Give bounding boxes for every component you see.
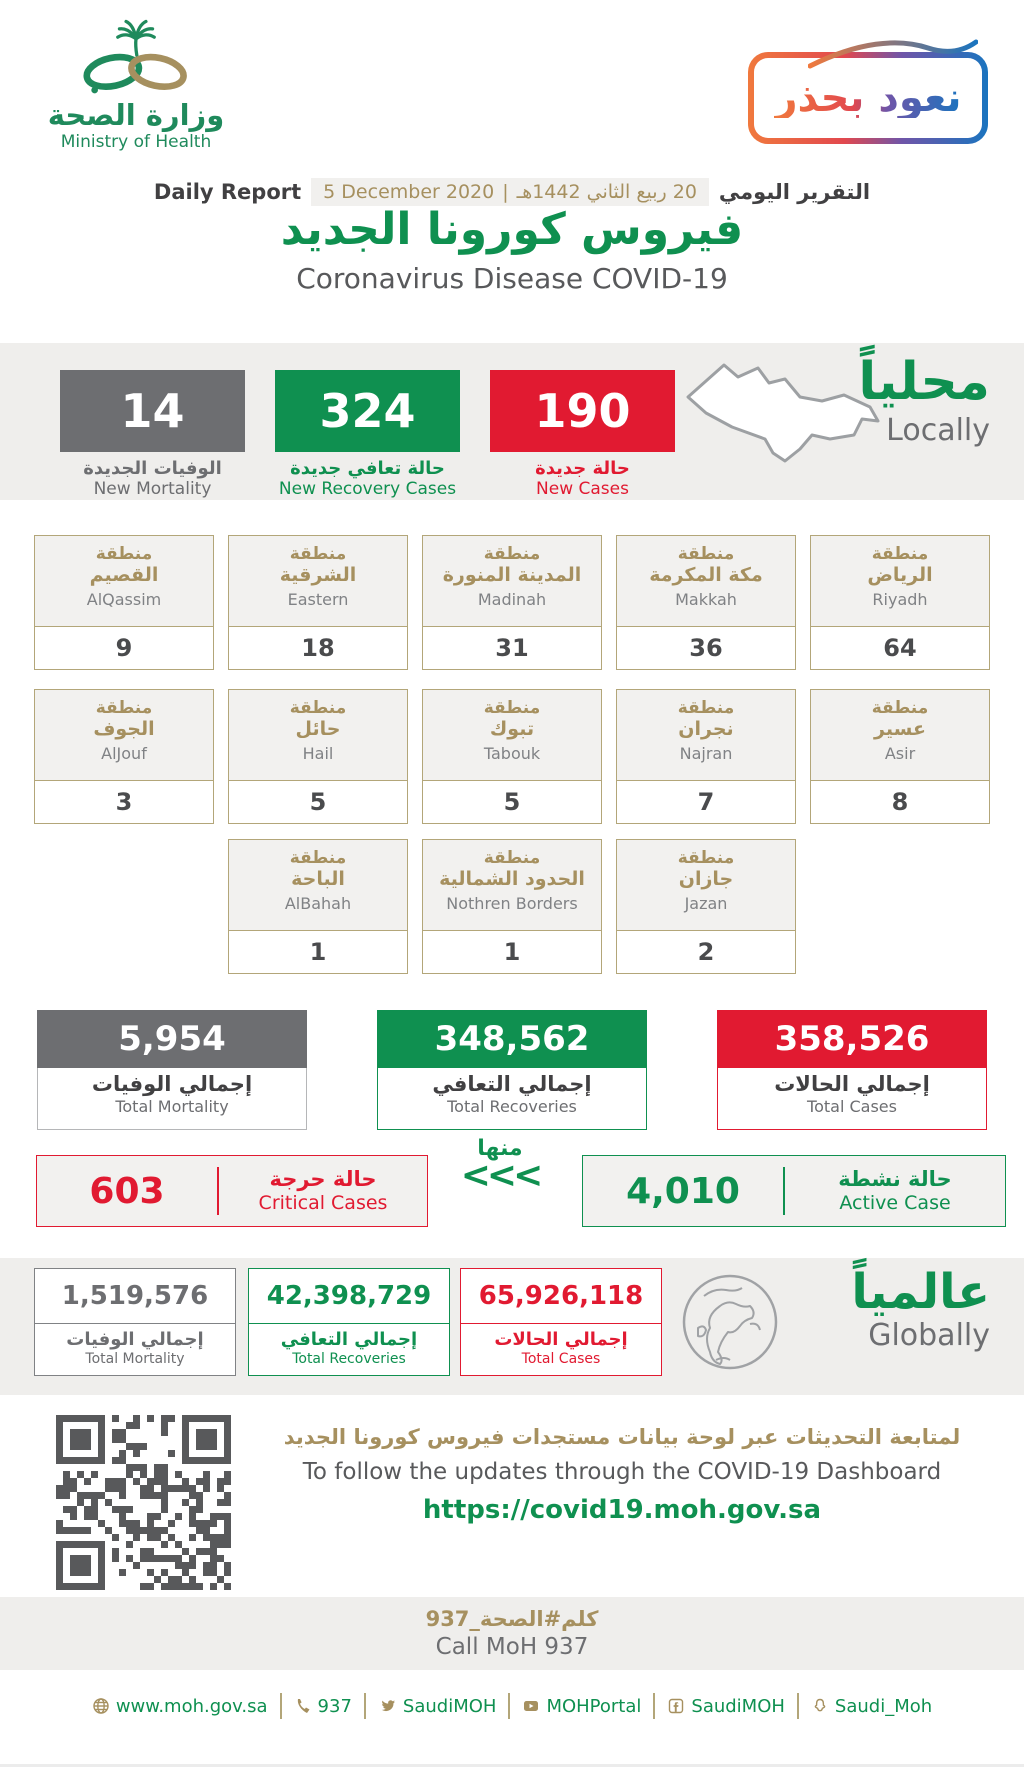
region-prefix: منطقة — [483, 848, 541, 868]
locally-section — [0, 343, 1024, 500]
region-value: 5 — [229, 780, 407, 823]
total-cases-box — [717, 1010, 987, 1130]
region-name-en: Makkah — [675, 589, 737, 609]
total-mortality-label-ar: إجمالي الوفيات — [91, 1072, 253, 1096]
total-mortality-label-en: Total Mortality — [115, 1097, 229, 1117]
region-name-en: Asir — [884, 743, 916, 763]
region-name-ar: الحدود الشمالية — [439, 868, 585, 890]
footer-divider — [508, 1693, 510, 1719]
footer-phone-text: 937 — [317, 1695, 352, 1717]
new-cases-label-ar: حالة جديدة — [535, 458, 630, 479]
region-value: 31 — [423, 626, 601, 669]
global-cases-label-en: Total Cases — [521, 1350, 601, 1367]
total-mortality-box — [37, 1010, 307, 1130]
total-cases-label-en: Total Cases — [807, 1097, 897, 1117]
total-cases-label-ar: إجمالي الحالات — [774, 1072, 930, 1096]
region-prefix: منطقة — [289, 698, 347, 718]
region-name-en: Najran — [679, 743, 733, 763]
region-name-ar: الباحة — [291, 868, 345, 890]
new-cases-stat — [490, 370, 675, 499]
footer-facebook-link[interactable] — [667, 1696, 785, 1717]
region-name-ar: الرياض — [867, 564, 933, 586]
call-center-section — [0, 1597, 1024, 1670]
date-separator: | — [502, 181, 509, 203]
global-recoveries-label-ar: إجمالي التعافي — [280, 1329, 418, 1350]
region-box-najran — [616, 689, 796, 824]
region-prefix: منطقة — [677, 544, 735, 564]
footer-divider — [653, 1693, 655, 1719]
region-box-alqassim — [34, 535, 214, 670]
global-recoveries-label-en: Total Recoveries — [292, 1350, 406, 1367]
region-name-ar: تبوك — [489, 718, 535, 740]
region-value: 2 — [617, 930, 795, 973]
region-name-en: Hail — [302, 743, 334, 763]
globe-icon — [92, 1697, 110, 1715]
total-recoveries-box — [377, 1010, 647, 1130]
global-mortality-label-ar: إجمالي الوفيات — [66, 1329, 204, 1350]
region-value: 7 — [617, 780, 795, 823]
region-name-ar: نجران — [678, 718, 734, 740]
region-box-asir — [810, 689, 990, 824]
report-date — [311, 178, 709, 206]
new-recovery-value: 324 — [275, 370, 460, 452]
new-mortality-stat — [60, 370, 245, 499]
active-cases-label-ar: حالة نشطة — [838, 1167, 952, 1191]
region-prefix: منطقة — [483, 698, 541, 718]
region-name-ar: مكة المكرمة — [649, 564, 763, 586]
footer-snapchat-link[interactable] — [811, 1696, 932, 1717]
global-recoveries-box — [248, 1268, 450, 1376]
region-box-riyadh — [810, 535, 990, 670]
region-prefix: منطقة — [677, 698, 735, 718]
moh-logo-icon — [61, 14, 211, 100]
region-value: 36 — [617, 626, 795, 669]
globally-heading — [851, 1266, 990, 1353]
total-cases-value: 358,526 — [717, 1010, 987, 1068]
region-name-en: AlQassim — [86, 589, 162, 609]
new-mortality-label-ar: الوفيات الجديدة — [83, 458, 222, 479]
region-prefix: منطقة — [95, 698, 153, 718]
region-name-en: Nothren Borders — [446, 893, 578, 913]
region-box-madinah — [422, 535, 602, 670]
daily-report-label-ar: التقرير اليومي — [718, 180, 871, 204]
region-prefix: منطقة — [871, 544, 929, 564]
critical-cases-label-ar: حالة حرجة — [269, 1167, 377, 1191]
globally-heading-ar: عالمياً — [851, 1264, 990, 1320]
footer-facebook-text: SaudiMOH — [691, 1695, 785, 1717]
region-box-makkah — [616, 535, 796, 670]
moh-logo — [46, 14, 226, 152]
page-title-english: Coronavirus Disease COVID-19 — [296, 262, 728, 295]
region-value: 9 — [35, 626, 213, 669]
social-footer — [0, 1693, 1024, 1719]
critical-cases-label-en: Critical Cases — [258, 1192, 388, 1215]
critical-cases-value: 603 — [89, 1170, 165, 1212]
facebook-icon — [667, 1697, 685, 1715]
region-name-ar: الشرقية — [279, 564, 357, 586]
region-value: 8 — [811, 780, 989, 823]
footer-twitter-text: SaudiMOH — [402, 1695, 497, 1717]
region-box-eastern — [228, 535, 408, 670]
region-name-ar: المدينة المنورة — [442, 564, 582, 586]
active-cases-box — [582, 1155, 1006, 1227]
badge-text: نعود بحذر — [774, 75, 962, 121]
global-cases-box — [460, 1268, 662, 1376]
region-name-en: Madinah — [477, 589, 547, 609]
qr-code — [56, 1415, 231, 1594]
dashboard-text-en: To follow the updates through the COVID-19 Dashboard — [302, 1459, 942, 1485]
total-recoveries-label-en: Total Recoveries — [447, 1097, 577, 1117]
region-name-ar: جازان — [678, 868, 734, 890]
of-which-indicator — [438, 1136, 562, 1196]
region-name-en: Jazan — [684, 893, 728, 913]
dashboard-info — [250, 1425, 994, 1525]
qr-code-icon — [56, 1415, 231, 1590]
global-cases-value: 65,926,118 — [461, 1269, 661, 1324]
regions-row-2 — [0, 689, 1024, 824]
region-name-ar: الجوف — [93, 718, 155, 740]
globally-section — [0, 1258, 1024, 1395]
dashboard-text-ar: لمتابعة التحديثات عبر لوحة بيانات مستجدات فيروس كورونا الجديد — [283, 1425, 961, 1449]
region-name-en: Riyadh — [872, 589, 928, 609]
globally-heading-en: Globally — [868, 1317, 990, 1353]
call-moh-en: Call MoH 937 — [435, 1634, 589, 1660]
of-which-label: منها — [477, 1136, 523, 1161]
region-value: 1 — [229, 930, 407, 973]
region-box-northern-borders — [422, 839, 602, 974]
call-moh-ar: كلم#الصحة_937 — [425, 1607, 599, 1631]
report-header-line — [0, 178, 1024, 206]
region-name-ar: القصيم — [89, 564, 159, 586]
region-value: 5 — [423, 780, 601, 823]
active-cases-label-en: Active Case — [839, 1192, 951, 1215]
region-box-hail — [228, 689, 408, 824]
region-prefix: منطقة — [289, 544, 347, 564]
region-box-tabouk — [422, 689, 602, 824]
footer-twitter-link[interactable] — [378, 1696, 497, 1717]
global-mortality-value: 1,519,576 — [35, 1269, 235, 1324]
chevrons-left-icon: <<< — [460, 1155, 540, 1196]
region-prefix: منطقة — [677, 848, 735, 868]
badge-inner — [754, 58, 982, 138]
footer-divider — [797, 1693, 799, 1719]
badge-frame — [748, 52, 988, 144]
report-date-gregorian: 5 December 2020 — [323, 181, 495, 203]
new-recovery-label-ar: حالة تعافي جديدة — [290, 458, 445, 479]
footer-snapchat-text: Saudi_Moh — [834, 1695, 933, 1717]
locally-heading — [858, 353, 990, 449]
new-cases-value: 190 — [490, 370, 675, 452]
regions-row-3 — [0, 839, 1024, 974]
global-mortality-box — [34, 1268, 236, 1376]
total-mortality-value: 5,954 — [37, 1010, 307, 1068]
page-title-arabic: فيروس كورونا الجديد — [280, 204, 744, 255]
footer-website-link[interactable] — [92, 1696, 268, 1717]
youtube-icon — [522, 1697, 540, 1715]
footer-youtube-text: MOHPortal — [546, 1695, 642, 1717]
ministry-name-arabic: وزارة الصحة — [47, 98, 225, 132]
new-recovery-stat — [275, 370, 460, 499]
new-mortality-value: 14 — [60, 370, 245, 452]
region-value: 3 — [35, 780, 213, 823]
region-prefix: منطقة — [871, 698, 929, 718]
footer-website-text: www.moh.gov.sa — [115, 1695, 268, 1717]
region-value: 64 — [811, 626, 989, 669]
locally-heading-ar: محلياً — [858, 352, 990, 412]
snapchat-icon — [811, 1697, 829, 1715]
phone-icon — [294, 1697, 312, 1715]
region-name-en: AlBahah — [284, 893, 352, 913]
region-value: 1 — [423, 930, 601, 973]
twitter-icon — [378, 1697, 397, 1715]
region-box-aljouf — [34, 689, 214, 824]
ministry-name-english: Ministry of Health — [60, 132, 212, 153]
region-box-albahah — [228, 839, 408, 974]
critical-cases-box — [36, 1155, 428, 1227]
total-recoveries-value: 348,562 — [377, 1010, 647, 1068]
region-name-ar: عسير — [874, 718, 926, 740]
region-prefix: منطقة — [483, 544, 541, 564]
return-with-caution-badge — [748, 52, 988, 144]
region-prefix: منطقة — [289, 848, 347, 868]
region-name-ar: حائل — [295, 718, 341, 740]
global-mortality-label-en: Total Mortality — [85, 1350, 185, 1367]
footer-divider — [280, 1693, 282, 1719]
footer-divider — [364, 1693, 366, 1719]
region-value: 18 — [229, 626, 407, 669]
new-recovery-label-en: New Recovery Cases — [278, 479, 457, 499]
footer-phone-link[interactable] — [294, 1696, 352, 1717]
region-name-en: Eastern — [287, 589, 349, 609]
total-recoveries-label-ar: إجمالي التعافي — [432, 1072, 592, 1096]
global-cases-label-ar: إجمالي الحالات — [494, 1329, 628, 1350]
new-mortality-label-en: New Mortality — [93, 479, 212, 499]
regions-row-1 — [0, 535, 1024, 670]
region-name-en: AlJouf — [101, 743, 147, 763]
active-cases-value: 4,010 — [626, 1170, 740, 1212]
region-box-jazan — [616, 839, 796, 974]
region-prefix: منطقة — [95, 544, 153, 564]
totals-section — [0, 1010, 1024, 1130]
globe-icon — [680, 1272, 780, 1372]
dashboard-url-link[interactable]: https://covid19.moh.gov.sa — [422, 1495, 822, 1525]
global-recoveries-value: 42,398,729 — [249, 1269, 449, 1324]
footer-youtube-link[interactable] — [522, 1696, 641, 1717]
region-name-en: Tabouk — [483, 743, 541, 763]
daily-report-label-en: Daily Report — [153, 180, 302, 204]
locally-heading-en: Locally — [886, 412, 990, 448]
report-date-hijri: 20 ربيع الثاني 1442هـ — [516, 181, 697, 203]
new-cases-label-en: New Cases — [536, 479, 629, 499]
